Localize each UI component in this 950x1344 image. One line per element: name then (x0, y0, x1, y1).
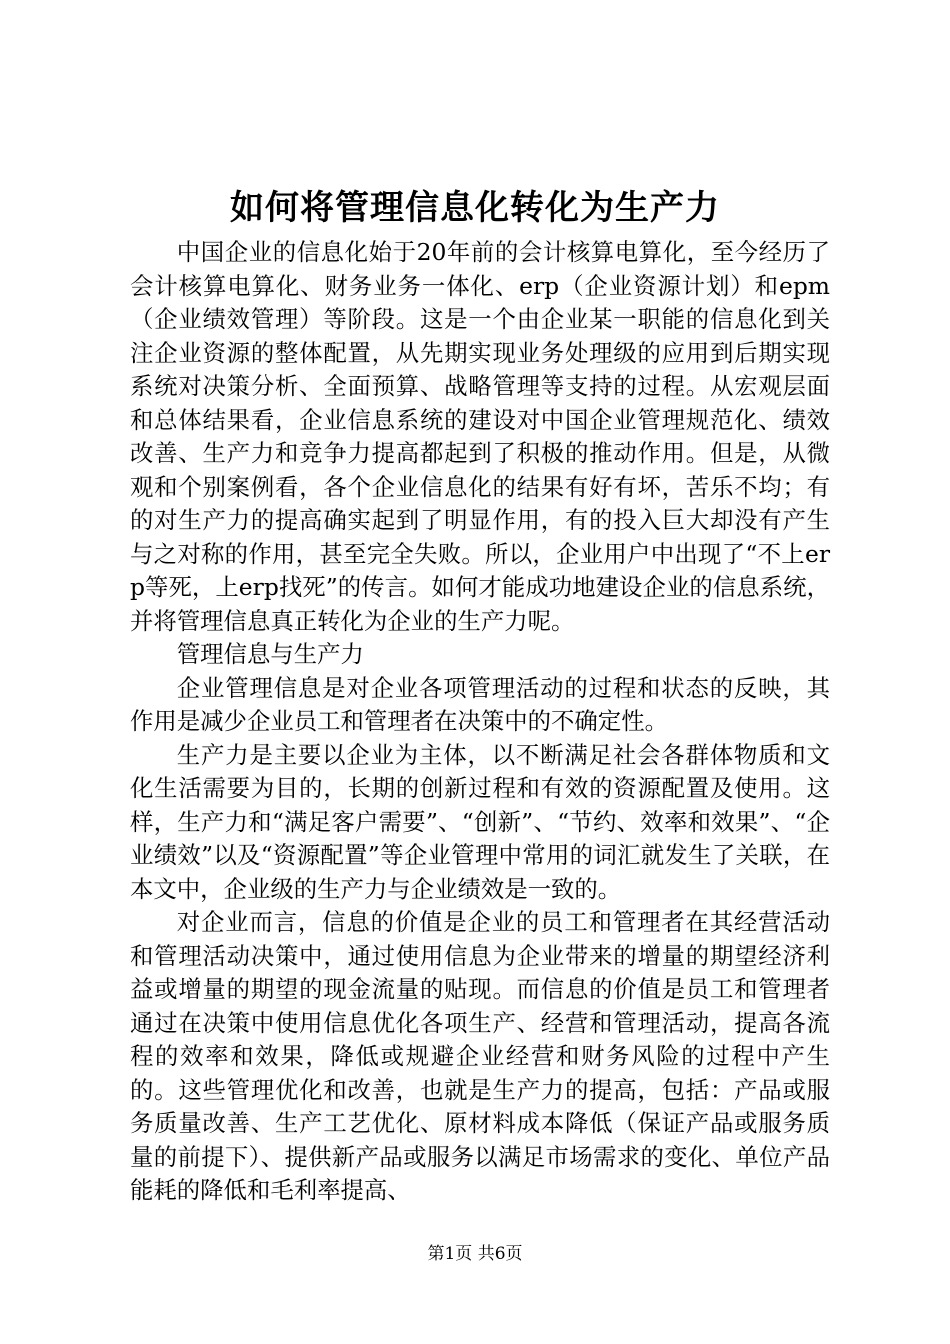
paragraph-intro: 中国企业的信息化始于20年前的会计核算电算化，至今经历了会计核算电算化、财务业务一体化、erp（企业资源计划）和epm（企业绩效管理）等阶段。这是一个由企业某一职能的信息化到关注企业资源的整体配置，从先期实现业务处理级的应用到后期实现系统对决策分析、全面预算、战略管理等支持的过程。从宏观层面和总体结果看，企业信息系统的建设对中国企业管理规范化、绩效改善、生产力和竞争力提高都起到了积极的推动作用。但是，从微观和个别案例看，各个企业信息化的结果有好有坏，苦乐不均；有的对生产力的提高确实起到了明显作用，有的投入巨大却没有产生与之对称的作用，甚至完全失败。所以，企业用户中出现了“不上erp等死，上erp找死”的传言。如何才能成功地建设企业的信息系统，并将管理信息真正转化为企业的生产力呢。 (130, 238, 830, 635)
paragraph-management-info: 企业管理信息是对企业各项管理活动的过程和状态的反映，其作用是减少企业员工和管理者在决策中的不确定性。 (130, 673, 830, 735)
document-title: 如何将管理信息化转化为生产力 (230, 188, 720, 228)
document-body (130, 236, 830, 1208)
page-footer: 第1页 共6页 (427, 1244, 523, 1264)
paragraph-productivity: 生产力是主要以企业为主体，以不断满足社会各群体物质和文化生活需要为目的，长期的创新过程和有效的资源配置及使用。这样，生产力和“满足客户需要”、“创新”、“节约、效率和效果”、“企业绩效”以及“资源配置”等企业管理中常用的词汇就发生了关联，在本文中，企业级的生产力与企业绩效是一致的。 (130, 740, 830, 903)
section-heading: 管理信息与生产力 (176, 640, 364, 668)
paragraph-info-value: 对企业而言，信息的价值是企业的员工和管理者在其经营活动和管理活动决策中，通过使用信息为企业带来的增量的期望经济利益或增量的期望的现金流量的贴现。而信息的价值是员工和管理者通过在决策中使用信息优化各项生产、经营和管理活动，提高各流程的效率和效果，降低或规避企业经营和财务风险的过程中产生的。这些管理优化和改善，也就是生产力的提高，包括：产品或服务质量改善、生产工艺优化、原材料成本降低（保证产品或服务质量的前提下）、提供新产品或服务以满足市场需求的变化、单位产品能耗的降低和毛利率提高、 (130, 908, 830, 1204)
